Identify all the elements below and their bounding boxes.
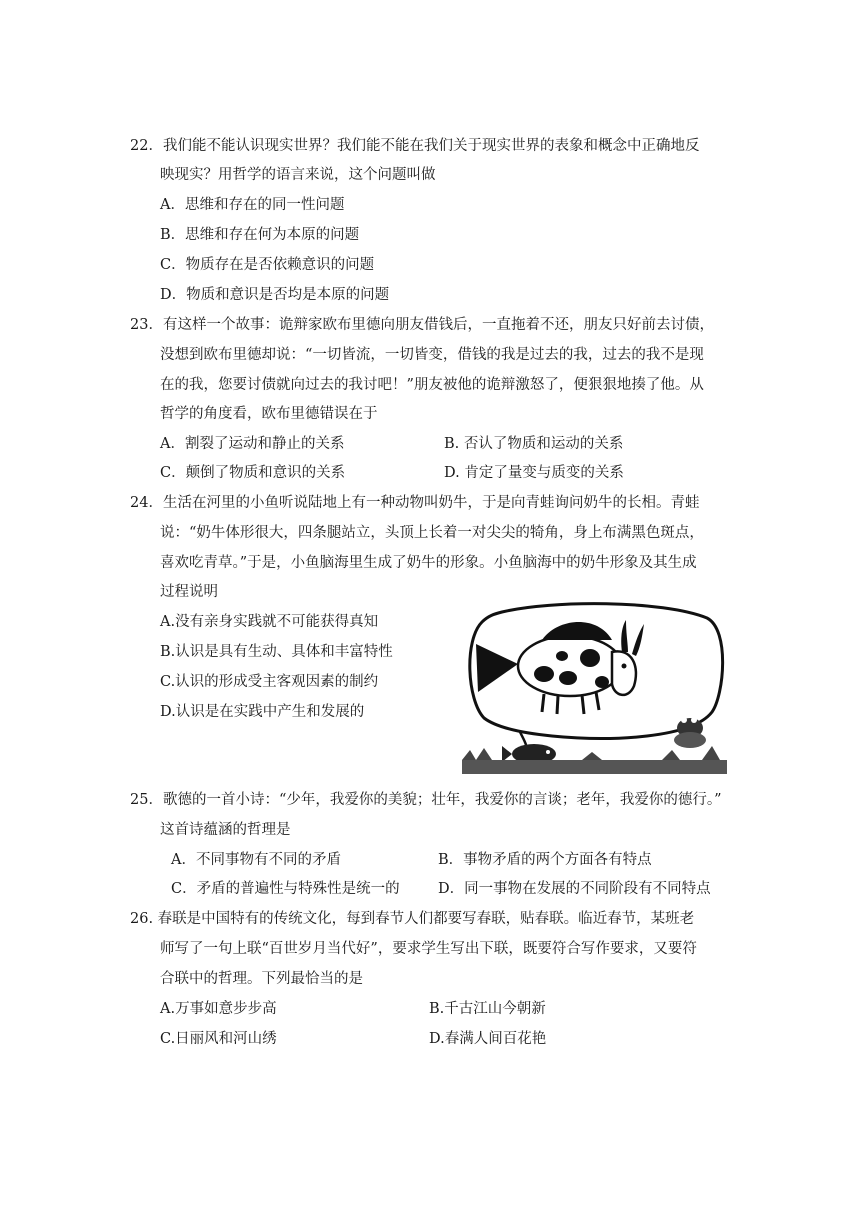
question-22-option-a: A．思维和存在的同一性问题: [160, 197, 345, 213]
question-22-option-c: C．物质存在是否依赖意识的问题: [160, 257, 375, 273]
question-22-stem: 22．我们能不能认识现实世界？我们能不能在我们关于现实世界的表象和概念中正确地反: [130, 138, 700, 154]
question-23-option-a: A．割裂了运动和静止的关系: [160, 436, 345, 452]
question-23-stem: 23．有这样一个故事：诡辩家欧布里德向朋友借钱后，一直拖着不还，朋友只好前去讨债，: [130, 317, 714, 333]
question-26-option-d: D.春满人间百花艳: [429, 1031, 547, 1047]
question-26-option-b: B.千古江山今朝新: [429, 1001, 546, 1017]
question-25-stem-cont: 这首诗蕴涵的哲理是: [160, 822, 291, 838]
question-23-option-b: B. 否认了物质和运动的关系: [444, 436, 624, 452]
question-23-stem-cont-3: 哲学的角度看，欧布里德错误在于: [160, 406, 378, 422]
question-23-option-d: D. 肯定了量变与质变的关系: [444, 465, 624, 481]
question-24-stem-cont-3: 过程说明: [160, 584, 218, 600]
question-24-stem: 24．生活在河里的小鱼听说陆地上有一种动物叫奶牛，于是向青蛙询问奶牛的长相。青蛙: [130, 495, 700, 511]
question-23-stem-cont-1: 没想到欧布里德却说：“一切皆流，一切皆变，借钱的我是过去的我，过去的我不是现: [160, 347, 704, 363]
question-25-option-c: C．矛盾的普遍性与特殊性是统一的: [171, 881, 400, 897]
question-24-option-c: C.认识的形成受主客观因素的制约: [160, 674, 379, 690]
question-24-stem-cont-1: 说：“奶牛体形很大，四条腿站立，头顶上长着一对尖尖的犄角，身上布满黑色斑点，: [160, 525, 704, 541]
question-22-stem-cont: 映现实？用哲学的语言来说，这个问题叫做: [160, 167, 436, 183]
question-25-option-a: A．不同事物有不同的矛盾: [171, 852, 341, 868]
question-24-option-a: A.没有亲身实践就不可能获得真知: [160, 614, 379, 630]
question-24-option-d: D.认识是在实践中产生和发展的: [160, 704, 365, 720]
question-25-stem: 25．歌德的一首小诗：“少年，我爱你的美貌；壮年，我爱你的言谈；老年，我爱你的德行。”: [130, 792, 722, 808]
question-26-stem: 26. 春联是中国特有的传统文化，每到春节人们都要写春联，贴春联。临近春节，某班老: [130, 911, 695, 927]
question-22-option-b: B．思维和存在何为本原的问题: [160, 227, 360, 243]
fish-cow-illustration: [462, 600, 727, 774]
question-24-option-b: B.认识是具有生动、具体和丰富特性: [160, 644, 393, 660]
question-22-option-d: D．物质和意识是否均是本原的问题: [160, 287, 390, 303]
question-25-option-b: B．事物矛盾的两个方面各有特点: [438, 852, 652, 868]
question-23-option-c: C．颠倒了物质和意识的关系: [160, 465, 346, 481]
question-23-stem-cont-2: 在的我，您要讨债就向过去的我讨吧！”朋友被他的诡辩激怒了，便狠狠地揍了他。从: [160, 377, 704, 393]
question-26-option-c: C.日丽风和河山绣: [160, 1031, 277, 1047]
question-26-stem-cont-2: 合联中的哲理。下列最恰当的是: [160, 971, 363, 987]
question-26-option-a: A.万事如意步步高: [160, 1001, 277, 1017]
question-24-stem-cont-2: 喜欢吃青草。”于是，小鱼脑海里生成了奶牛的形象。小鱼脑海中的奶牛形象及其生成: [160, 555, 697, 571]
question-25-option-d: D．同一事物在发展的不同阶段有不同特点: [438, 881, 711, 897]
question-26-stem-cont-1: 师写了一句上联“百世岁月当代好”，要求学生写出下联，既要符合写作要求，又要符: [160, 941, 697, 957]
